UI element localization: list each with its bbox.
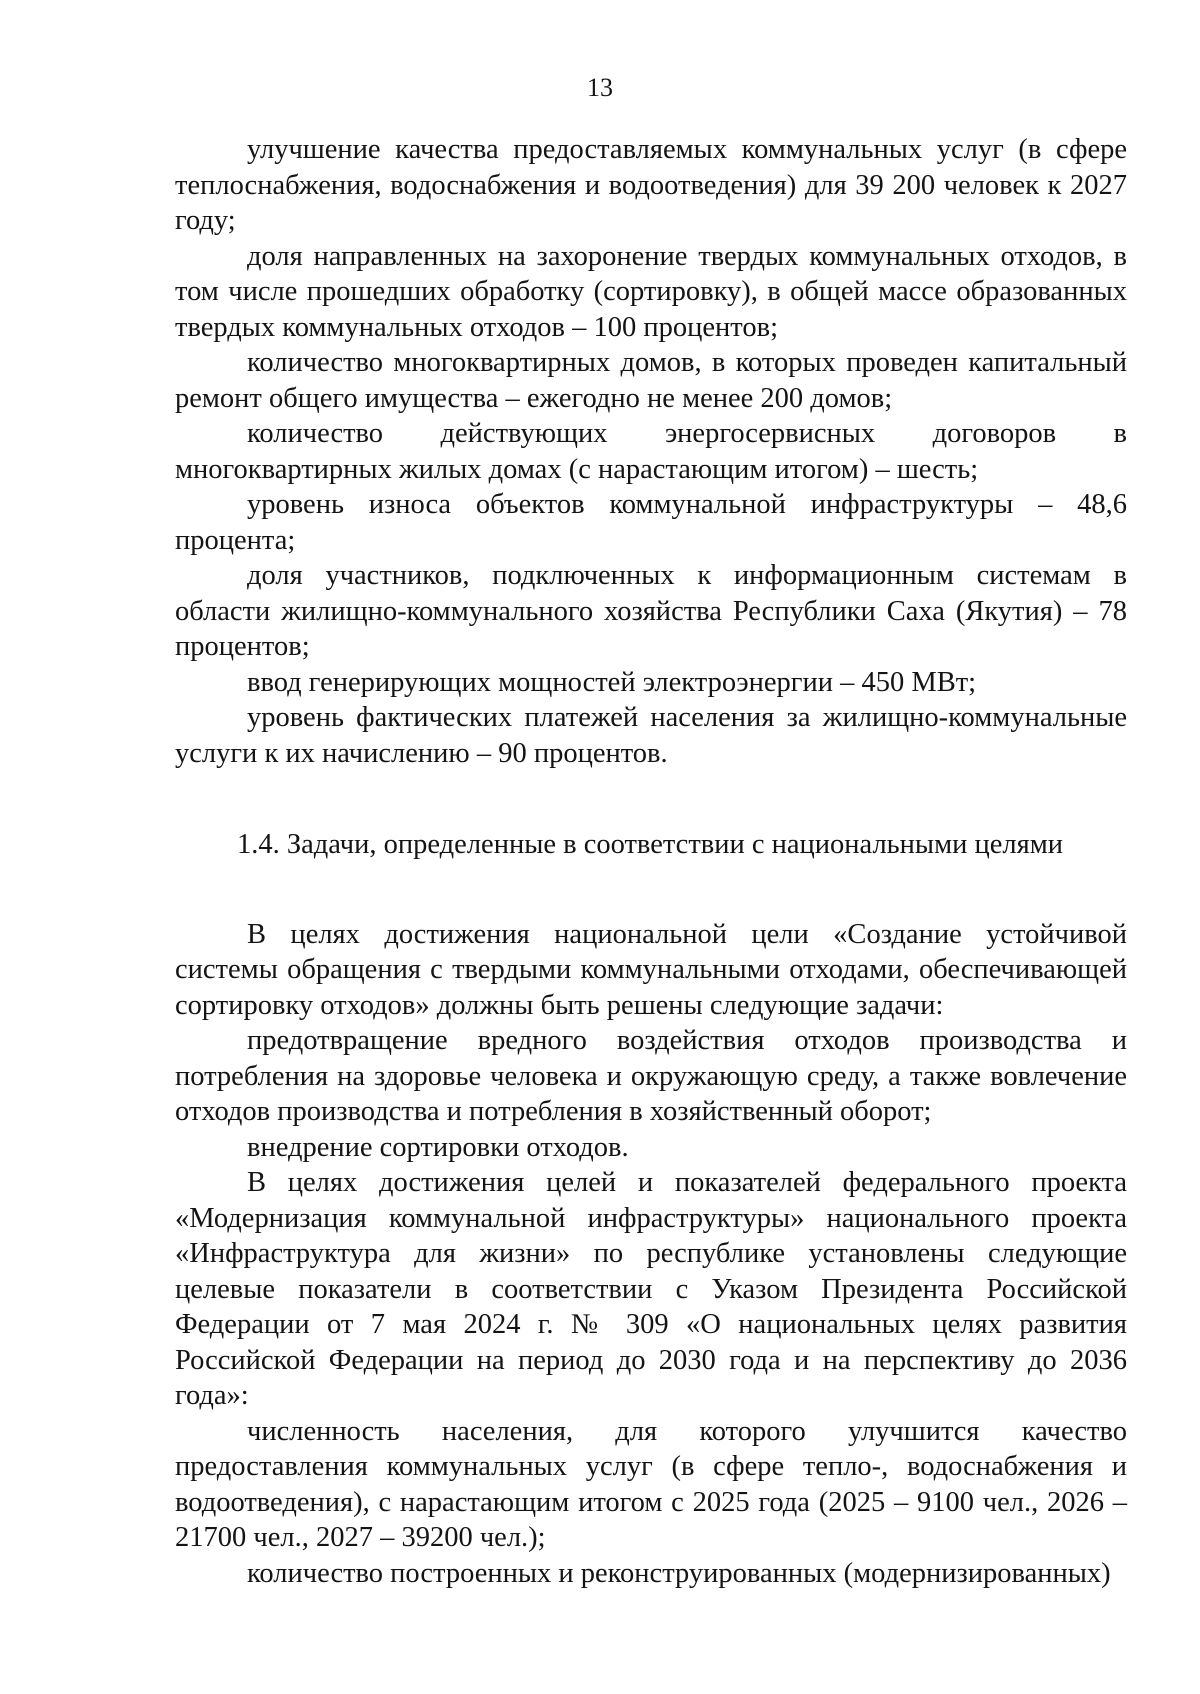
document-body [175, 132, 1127, 1591]
paragraph-indicator: количество действующих энергосервисных договоров в многоквартирных жилых домах (с нарастающим итогом) – шесть; [175, 418, 1127, 485]
page-number: 13 [587, 73, 613, 102]
paragraph-indicator: уровень фактических платежей населения за жилищно-коммунальные услуги к их начислению – 90 процентов. [175, 702, 1127, 769]
paragraph-indicator: доля направленных на захоронение твердых коммунальных отходов, в том числе прошедших обработку (сортировку), в общей массе образованных твердых коммунальных отходов – 100 процентов; [175, 240, 1127, 343]
paragraph-task: предотвращение вредного воздействия отходов производства и потребления на здоровье человека и окружающую среду, а также вовлечение отходов производства и потребления в хозяйственный оборот; [175, 1025, 1127, 1127]
paragraph-indicator: уровень износа объектов коммунальной инфраструктуры – 48,6 процента; [175, 489, 1127, 556]
paragraph-indicator: количество многоквартирных домов, в которых проведен капитальный ремонт общего имущества – ежегодно не менее 200 домов; [175, 347, 1127, 414]
paragraph-indicator: доля участников, подключенных к информационным системам в области жилищно-коммунального хозяйства Республики Саха (Якутия) – 78 процентов; [175, 560, 1127, 662]
paragraph: В целях достижения национальной цели «Создание устойчивой системы обращения с твердыми коммунальными отходами, обеспечивающей сортировку отходов» должны быть решены следующие задачи: [175, 918, 1127, 1021]
paragraph-indicator: численность населения, для которого улучшится качество предоставления коммунальных услуг (в сфере тепло-, водоснабжения и водоотведения), с нарастающим итогом с 2025 года (2025 – 9100 чел., 2026 – 21700 чел., 2027 – 39200 чел.); [175, 1415, 1127, 1553]
paragraph-indicator: количество построенных и реконструированных (модернизированных) [247, 1557, 1111, 1589]
section-heading: 1.4. Задачи, определенные в соответствии с национальными целями [237, 829, 1063, 860]
paragraph: В целях достижения целей и показателей федерального проекта «Модернизация коммунальной инфраструктуры» национального проекта «Инфраструктура для жизни» по республике установлены следующие целевые показатели в соответствии с Указом Президента Российской Федерации от 7 мая 2024 г. № 309 «О национальных целях развития Российской Федерации на период до 2030 года и на перспективу до 2036 года»: [175, 1167, 1127, 1411]
paragraph-indicator: ввод генерирующих мощностей электроэнергии – 450 МВт; [247, 666, 977, 698]
paragraph-indicator: улучшение качества предоставляемых коммунальных услуг (в сфере теплоснабжения, водоснабжения и водоотведения) для 39 200 человек к 2027 году; [175, 134, 1127, 236]
paragraph-task: внедрение сортировки отходов. [247, 1131, 629, 1163]
